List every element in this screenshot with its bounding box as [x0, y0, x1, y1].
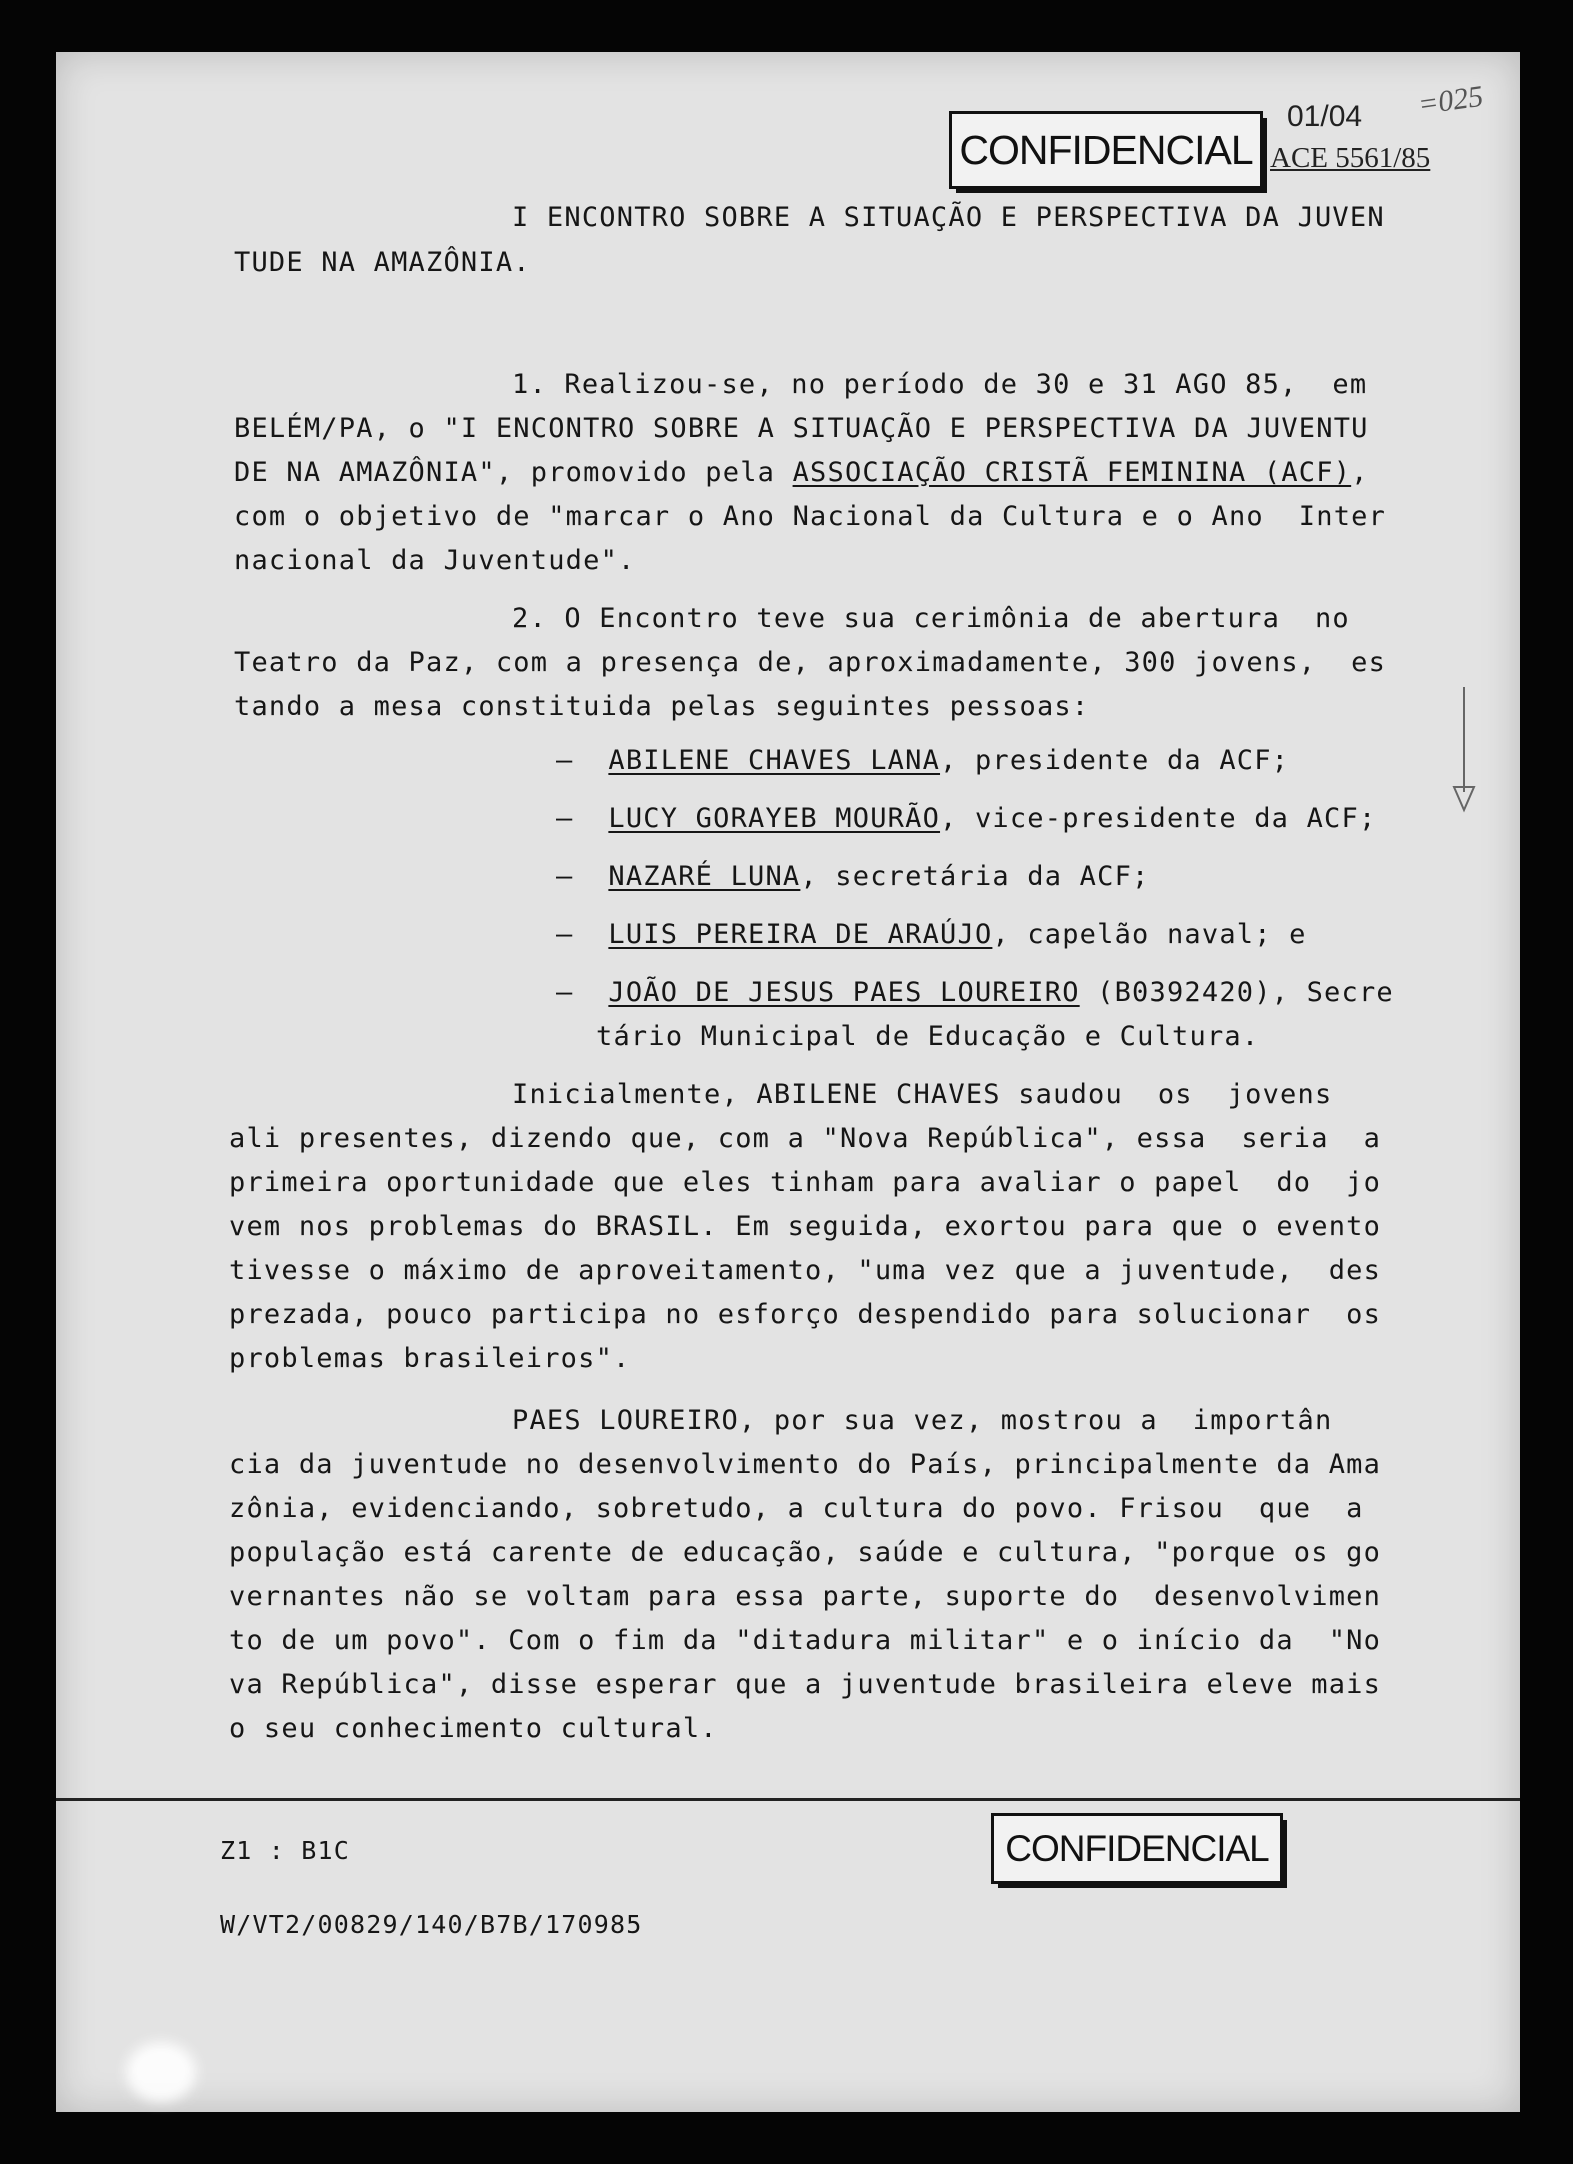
p3-line-7: problemas brasileiros".: [229, 1343, 631, 1374]
scan-blemish: [126, 2042, 196, 2102]
member-item: – LUCY GORAYEB MOURÃO, vice-presidente da ACF;: [556, 803, 1377, 834]
document-page: [56, 52, 1520, 2112]
p2-line-1: 2. O Encontro teve sua cerimônia de abertura no: [512, 603, 1350, 634]
p2-line-3: tando a mesa constituida pelas seguintes pessoas:: [234, 691, 1090, 722]
p1-line-3-comma: ,: [1351, 457, 1369, 488]
member-item: – NAZARÉ LUNA, secretária da ACF;: [556, 861, 1150, 892]
p3-line-6: prezada, pouco participa no esforço despendido para solucionar os: [229, 1299, 1382, 1330]
title-line-2: TUDE NA AMAZÔNIA.: [234, 247, 531, 278]
p4-line-5: vernantes não se voltam para essa parte, suporte do desenvolvimen: [229, 1581, 1382, 1612]
member-name: ABILENE CHAVES LANA: [608, 745, 941, 776]
footer-divider: [56, 1798, 1520, 1801]
confidential-stamp-top: CONFIDENCIAL: [949, 111, 1263, 189]
member-role: , vice-presidente da ACF;: [940, 803, 1377, 834]
p4-line-3: zônia, evidenciando, sobretudo, a cultura do povo. Frisou que a: [229, 1493, 1364, 1524]
p4-line-6: to de um povo". Com o fim da "ditadura militar" e o início da "No: [229, 1625, 1382, 1656]
member-name: NAZARÉ LUNA: [608, 861, 801, 892]
title-line-1: I ENCONTRO SOBRE A SITUAÇÃO E PERSPECTIVA DA JUVEN: [512, 202, 1385, 233]
p3-line-4: vem nos problemas do BRASIL. Em seguida, exortou para que o evento: [229, 1211, 1382, 1242]
p2-line-2: Teatro da Paz, com a presença de, aproximadamente, 300 jovens, es: [234, 647, 1387, 678]
p4-line-7: va República", disse esperar que a juventude brasileira eleve mais: [229, 1669, 1382, 1700]
p4-line-2: cia da juventude no desenvolvimento do País, principalmente da Ama: [229, 1449, 1382, 1480]
p1-line-3: [234, 458, 1369, 488]
footer-reference: W/VT2/00829/140/B7B/170985: [220, 1910, 643, 1939]
p4-line-4: população está carente de educação, saúde e cultura, "porque os go: [229, 1537, 1382, 1568]
p1-line-1: 1. Realizou-se, no período de 30 e 31 AGO 85, em: [512, 369, 1368, 400]
handwritten-page-mark: =025: [1415, 79, 1486, 122]
ace-code: ACE 5561/85: [1270, 142, 1431, 174]
p1-line-5: nacional da Juventude".: [234, 545, 636, 576]
member-item-continuation: tário Municipal de Educação e Cultura.: [596, 1021, 1260, 1052]
p3-line-2: ali presentes, dizendo que, com a "Nova República", essa seria a: [229, 1123, 1382, 1154]
member-role: , presidente da ACF;: [940, 745, 1290, 776]
p1-line-3-text: DE NA AMAZÔNIA", promovido pela: [234, 457, 793, 488]
member-role: , capelão naval; e: [992, 919, 1307, 950]
p4-line-8: o seu conhecimento cultural.: [229, 1713, 718, 1744]
footer-code: Z1 : B1C: [220, 1836, 351, 1865]
member-role: (B0392420), Secre: [1079, 977, 1394, 1008]
p1-line-2: BELÉM/PA, o "I ENCONTRO SOBRE A SITUAÇÃO E PERSPECTIVA DA JUVENTU: [234, 413, 1369, 444]
member-item: – LUIS PEREIRA DE ARAÚJO, capelão naval; e: [556, 919, 1307, 950]
p1-line-4: com o objetivo de "marcar o Ano Nacional da Cultura e o Ano Inter: [234, 501, 1387, 532]
member-name: LUIS PEREIRA DE ARAÚJO: [608, 919, 993, 950]
member-item: – ABILENE CHAVES LANA, presidente da ACF;: [556, 745, 1290, 776]
member-role: , secretária da ACF;: [800, 861, 1150, 892]
member-item: – JOÃO DE JESUS PAES LOUREIRO (B0392420), Secre: [556, 977, 1394, 1008]
p3-line-3: primeira oportunidade que eles tinham para avaliar o papel do jo: [229, 1167, 1382, 1198]
p3-line-5: tivesse o máximo de aproveitamento, "uma vez que a juventude, des: [229, 1255, 1382, 1286]
member-name: JOÃO DE JESUS PAES LOUREIRO: [608, 977, 1080, 1008]
acf-organization-name: ASSOCIAÇÃO CRISTÃ FEMININA (ACF): [792, 457, 1352, 488]
member-name: LUCY GORAYEB MOURÃO: [608, 803, 941, 834]
p3-line-1: Inicialmente, ABILENE CHAVES saudou os jovens: [512, 1079, 1333, 1110]
document-number: 01/04: [1287, 100, 1363, 133]
margin-arrow-icon: [1434, 682, 1494, 822]
p4-line-1: PAES LOUREIRO, por sua vez, mostrou a importân: [512, 1405, 1333, 1436]
confidential-stamp-bottom: CONFIDENCIAL: [991, 1813, 1283, 1884]
